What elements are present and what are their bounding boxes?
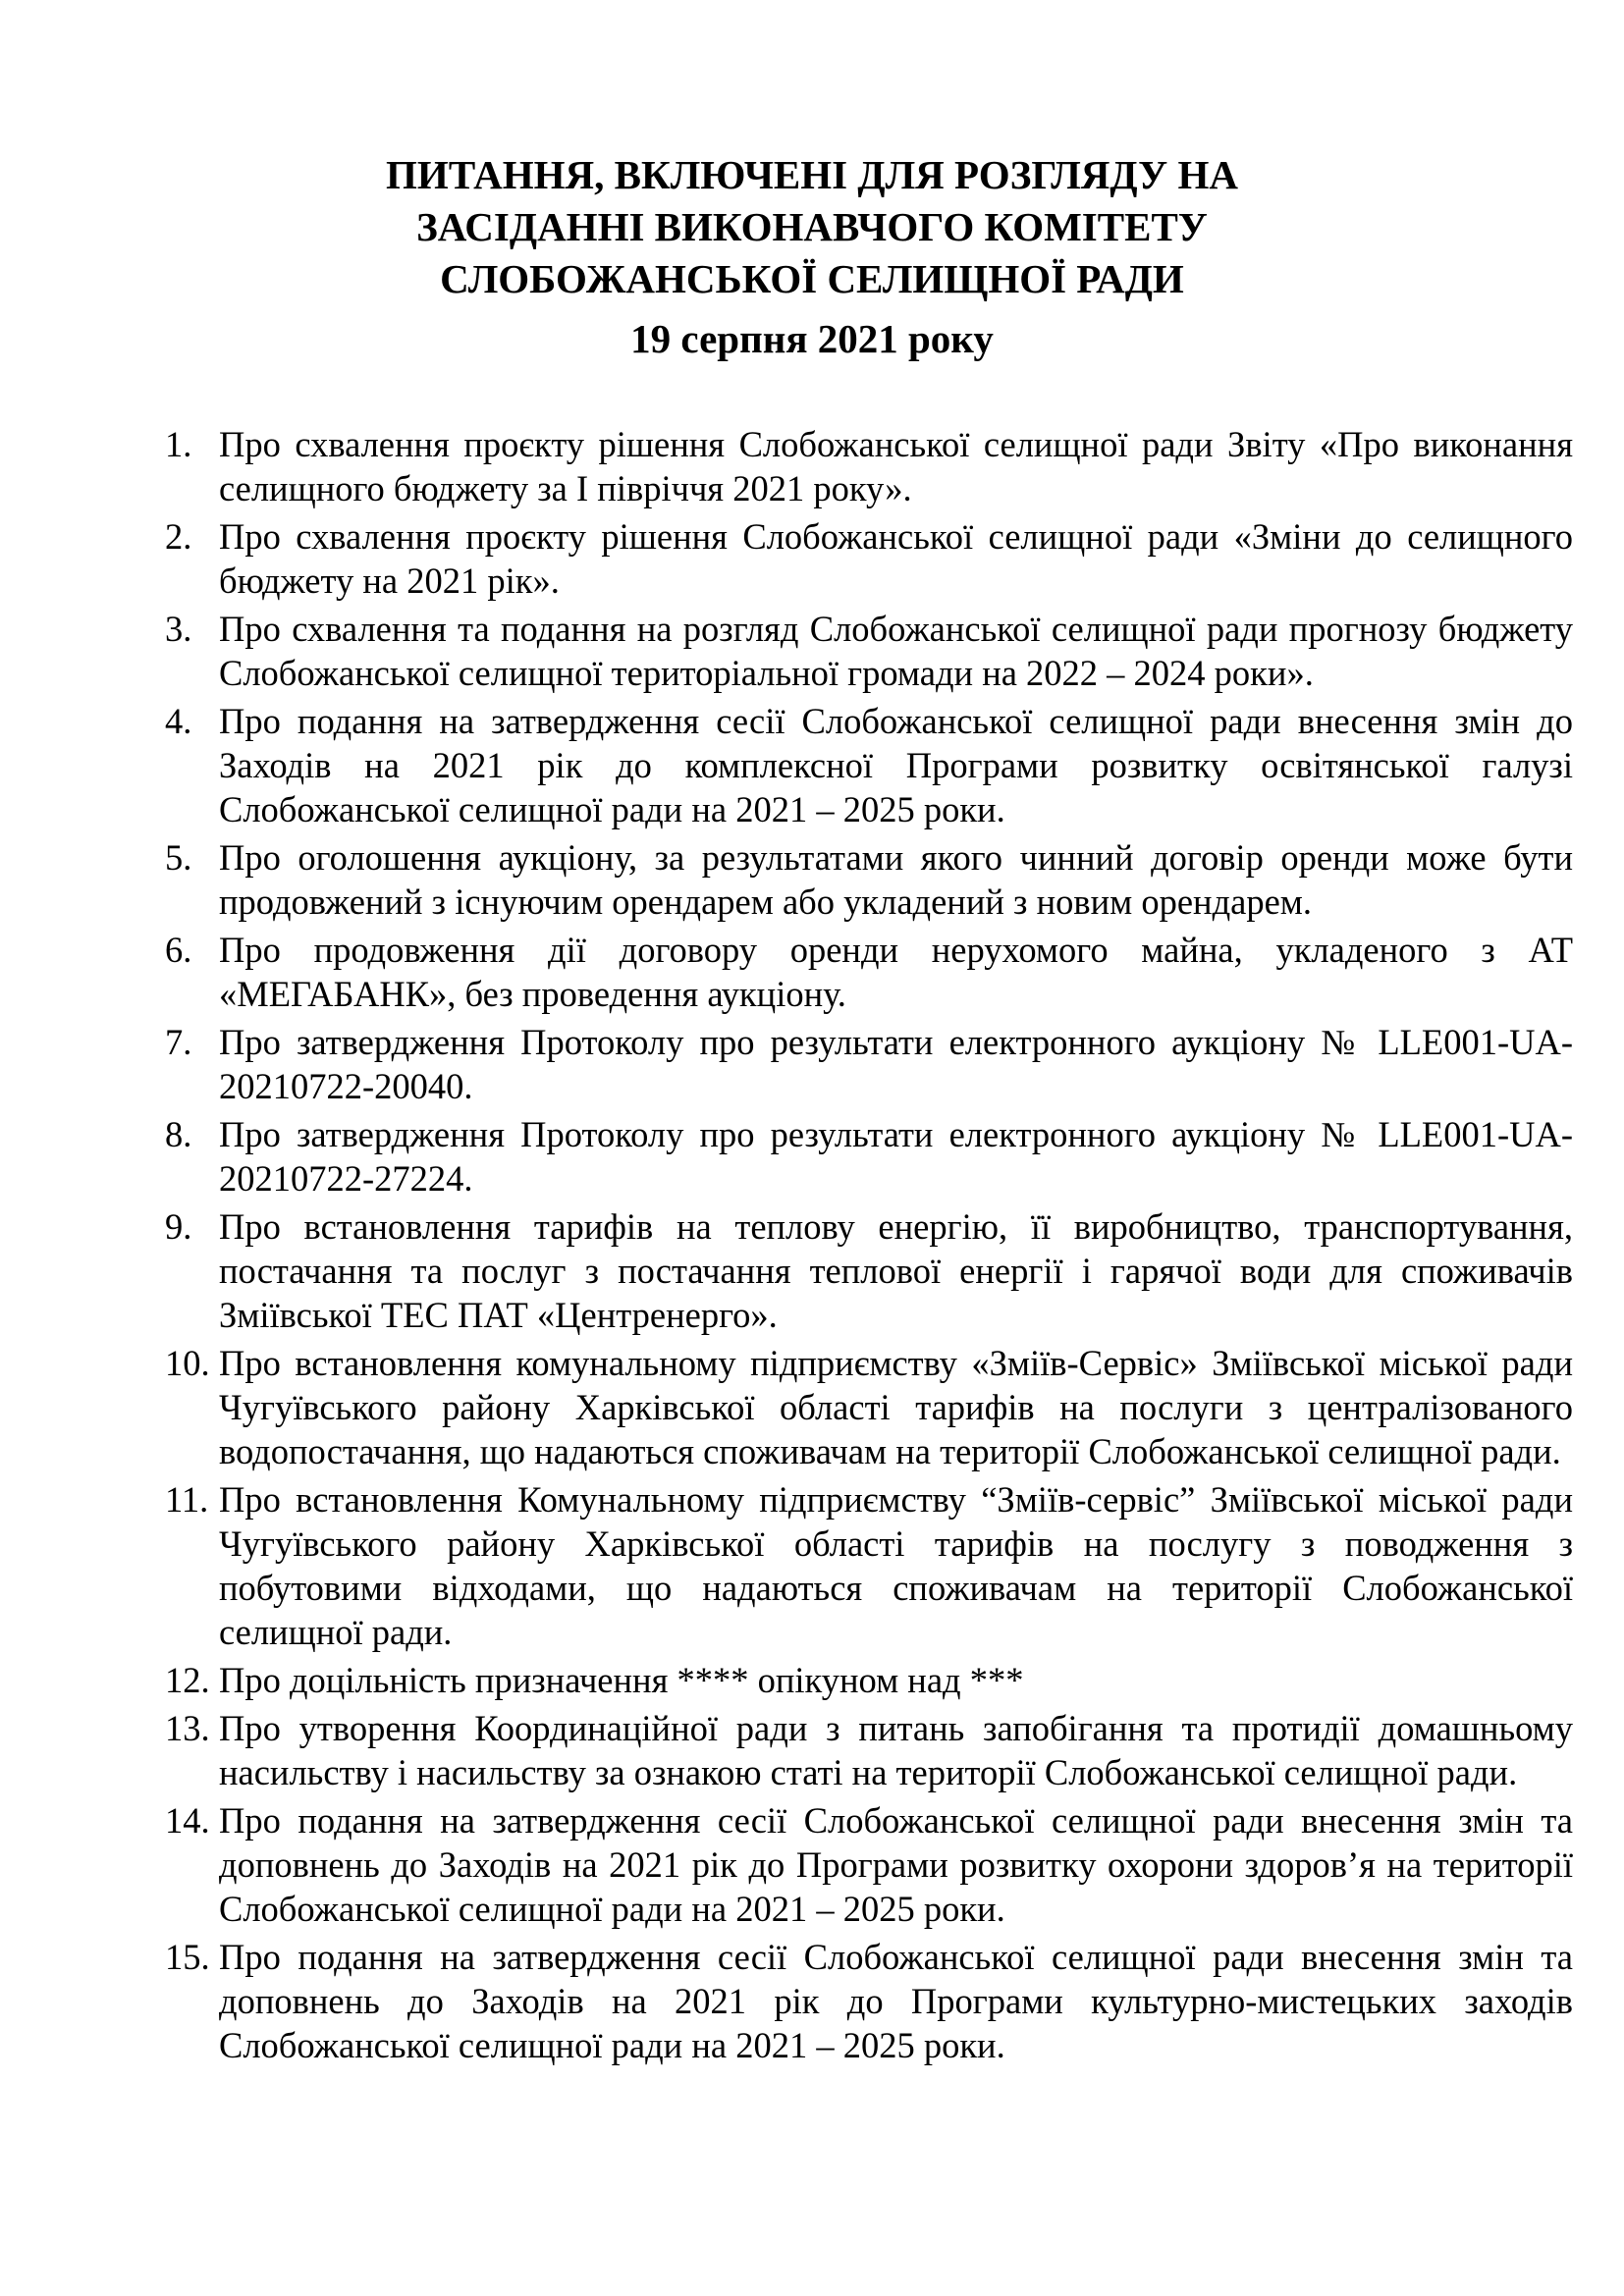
agenda-item <box>165 1706 1573 1794</box>
agenda-item-number: 13. <box>165 1708 210 1748</box>
agenda-item-number: 3. <box>165 609 192 649</box>
agenda-item-number: 14. <box>165 1800 210 1841</box>
agenda-item-text: Про оголошення аукціону, за результатами якого чинний договір оренди може бути продовжений з існуючим орендарем або укладений з новим орендарем. <box>219 837 1573 922</box>
agenda-item <box>165 1020 1573 1108</box>
title-line: ПИТАННЯ, ВКЛЮЧЕНІ ДЛЯ РОЗГЛЯДУ НА <box>386 152 1238 197</box>
agenda-item <box>165 1935 1573 2067</box>
title-line: ЗАСІДАННІ ВИКОНАВЧОГО КОМІТЕТУ <box>416 204 1208 249</box>
agenda-item-number: 11. <box>165 1479 209 1520</box>
agenda-item-text: Про подання на затвердження сесії Слобожанської селищної ради внесення змін до Заходів на 2021 рік до комплексної Програми розвитку освітянської галузі Слобожанської селищної ради на 2021 – 2025 роки. <box>219 701 1573 829</box>
document-title <box>196 149 1428 365</box>
agenda-item-text: Про схвалення та подання на розгляд Слобожанської селищної ради прогнозу бюджету Слобожанської селищної територіальної громади на 2022 – 2024 роки». <box>219 609 1573 693</box>
agenda-item <box>165 1112 1573 1201</box>
agenda-item-text: Про встановлення комунальному підприємству «Зміїв-Сервіс» Зміївської міської ради Чугуївського району Харківської області тарифів на послуги з централізованого водопостачання, що надаються споживачам на території Слобожанської селищної ради. <box>219 1343 1573 1471</box>
agenda-item-text: Про продовження дії договору оренди нерухомого майна, укладеного з АТ «МЕГАБАНК», без проведення аукціону. <box>219 930 1573 1014</box>
agenda-item-number: 15. <box>165 1937 210 1977</box>
agenda-item <box>165 1204 1573 1337</box>
agenda-item <box>165 422 1573 510</box>
agenda-item-text: Про доцільність призначення **** опікуном над *** <box>219 1660 1024 1700</box>
agenda-list <box>165 422 1573 2071</box>
agenda-item-text: Про утворення Координаційної ради з питань запобігання та протидії домашньому насильству і насильству за ознакою статі на території Слобожанської селищної ради. <box>219 1708 1573 1792</box>
agenda-item-number: 2. <box>165 516 192 557</box>
agenda-item-text: Про встановлення тарифів на теплову енергію, її виробництво, транспортування, постачання та послуг з постачання теплової енергії і гарячої води для споживачів Зміївської ТЕС ПАТ «Центренерго». <box>219 1206 1573 1335</box>
agenda-item-number: 10. <box>165 1343 210 1383</box>
agenda-item-number: 7. <box>165 1022 192 1062</box>
agenda-item-number: 4. <box>165 701 192 741</box>
agenda-item-text: Про схвалення проєкту рішення Слобожанської селищної ради Звіту «Про виконання селищного бюджету за І півріччя 2021 року». <box>219 424 1573 508</box>
agenda-item <box>165 607 1573 695</box>
agenda-item-number: 8. <box>165 1114 192 1154</box>
agenda-item-number: 1. <box>165 424 192 464</box>
meeting-date: 19 серпня 2021 року <box>630 316 994 361</box>
agenda-item-number: 12. <box>165 1660 210 1700</box>
agenda-item-text: Про встановлення Комунальному підприємству “Зміїв-сервіс” Зміївської міської ради Чугуївського району Харківської області тарифів на послугу з поводження з побутовими відходами, що надаються споживачам на території Слобожанської селищної ради. <box>219 1479 1573 1652</box>
agenda-item <box>165 514 1573 603</box>
agenda-item-number: 9. <box>165 1206 192 1247</box>
agenda-item <box>165 1341 1573 1473</box>
agenda-item-number: 5. <box>165 837 192 878</box>
agenda-item <box>165 1658 1573 1702</box>
agenda-item <box>165 928 1573 1016</box>
agenda-item-text: Про подання на затвердження сесії Слобожанської селищної ради внесення змін та доповнень до Заходів на 2021 рік до Програми розвитку охорони здоров’я на території Слобожанської селищної ради на 2021 – 2025 роки. <box>219 1800 1573 1929</box>
title-line: СЛОБОЖАНСЬКОЇ СЕЛИЩНОЇ РАДИ <box>440 256 1184 301</box>
agenda-item <box>165 1477 1573 1654</box>
agenda-item-text: Про схвалення проєкту рішення Слобожанської селищної ради «Зміни до селищного бюджету на 2021 рік». <box>219 516 1573 601</box>
agenda-item-number: 6. <box>165 930 192 970</box>
agenda-item <box>165 835 1573 924</box>
agenda-item <box>165 1798 1573 1931</box>
agenda-item-text: Про подання на затвердження сесії Слобожанської селищної ради внесення змін та доповнень до Заходів на 2021 рік до Програми культурно-мистецьких заходів Слобожанської селищної ради на 2021 – 2025 роки. <box>219 1937 1573 2065</box>
agenda-item-text: Про затвердження Протоколу про результати електронного аукціону № LLE001-UA-20210722-20040. <box>219 1022 1573 1106</box>
agenda-item-text: Про затвердження Протоколу про результати електронного аукціону № LLE001-UA-20210722-27224. <box>219 1114 1573 1199</box>
agenda-item <box>165 699 1573 831</box>
